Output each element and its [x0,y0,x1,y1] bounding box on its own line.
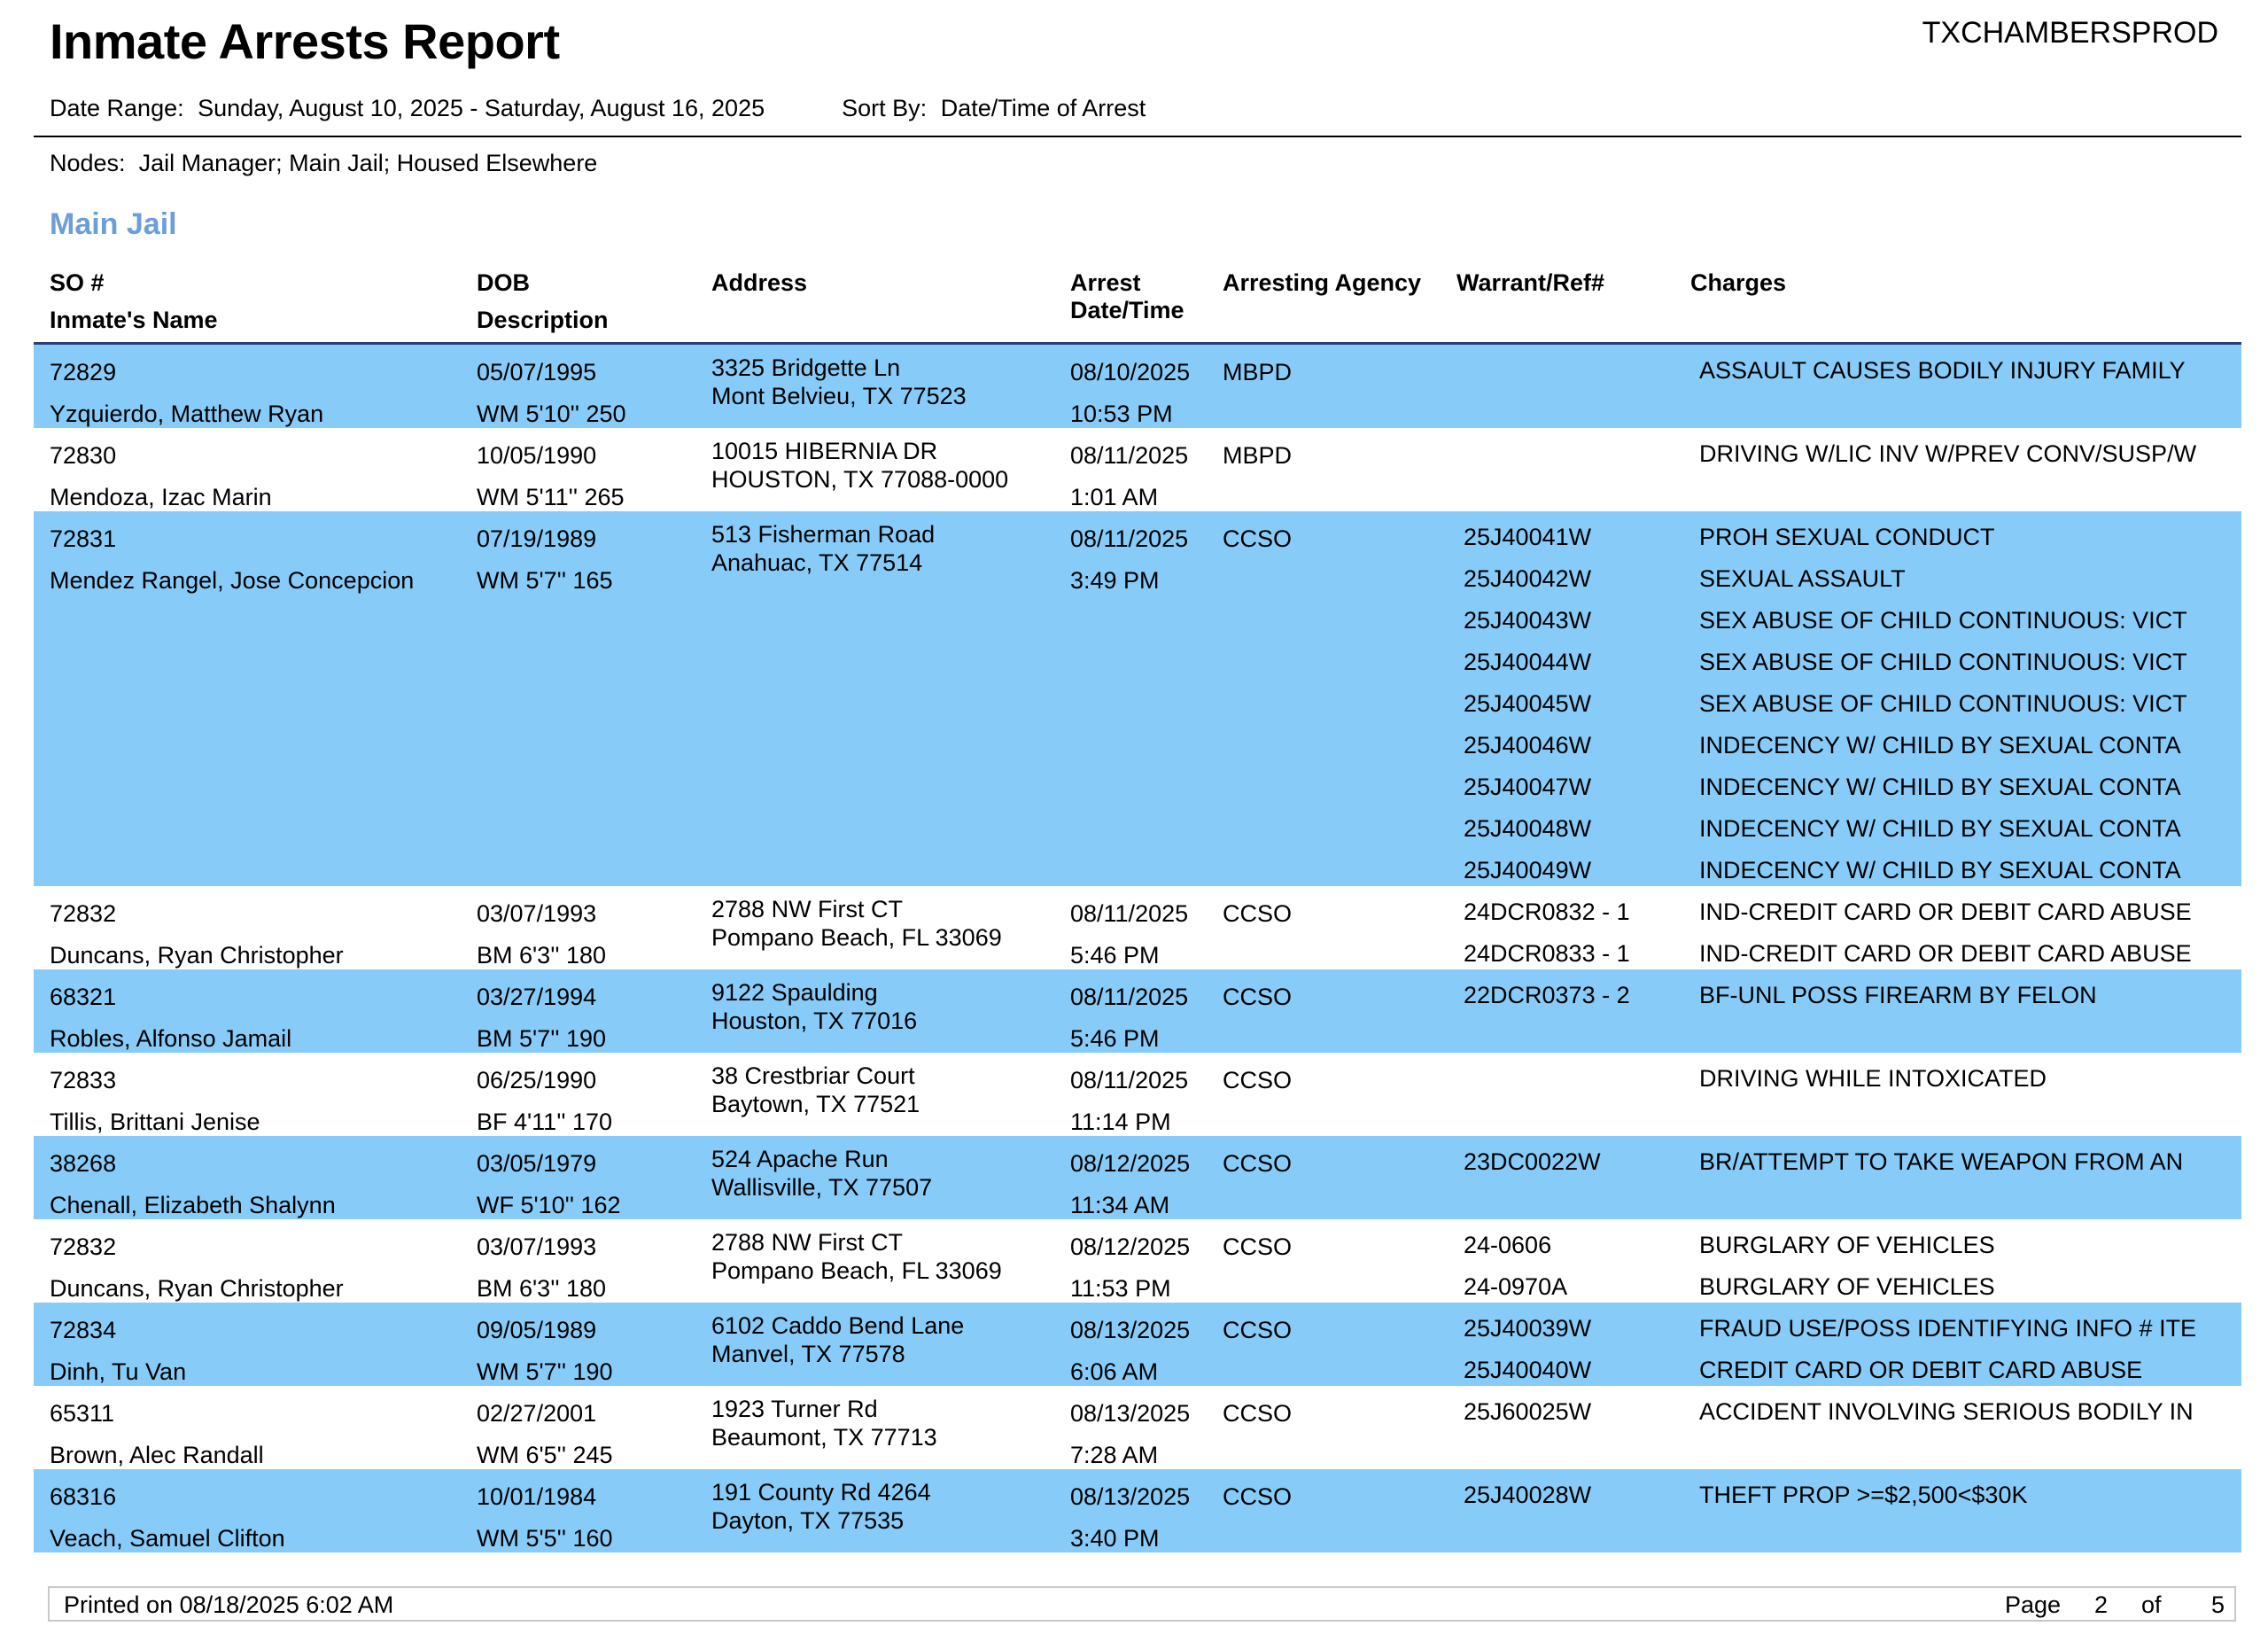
arresting-agency: CCSO [1223,1317,1293,1343]
dob: 10/05/1990 [477,442,597,469]
address-line: Anahuac, TX 77514 [711,549,923,576]
description: WF 5'10'' 162 [477,1192,621,1218]
inmate-name: Yzquierdo, Matthew Ryan [50,401,324,427]
warrant-ref: 24DCR0833 - 1 [1464,940,1630,967]
warrant-ref: 25J40046W [1464,732,1592,759]
page-total: 5 [2211,1591,2225,1618]
so-number: 38268 [50,1150,117,1177]
inmate-name: Tillis, Brittani Jenise [50,1109,260,1135]
col-header-arrest: Arrest [1070,269,1141,296]
inmate-name: Brown, Alec Randall [50,1442,264,1468]
address-line: Houston, TX 77016 [711,1008,918,1034]
sort-by-value: Date/Time of Arrest [940,95,1146,121]
address-line: 6102 Caddo Bend Lane [711,1312,965,1339]
so-number: 72829 [50,359,117,385]
arrest-date: 08/11/2025 [1070,442,1189,469]
charge-list [1699,440,2240,481]
charge-list [1699,1231,2240,1303]
date-range-value: Sunday, August 10, 2025 - Saturday, August 16, 2025 [198,95,765,121]
charge-list [1699,356,2240,398]
arrest-date: 08/12/2025 [1070,1150,1191,1177]
arrest-date: 08/13/2025 [1070,1400,1191,1427]
so-number: 72831 [50,525,117,552]
warrant-ref: 25J40044W [1464,649,1592,675]
arresting-agency: CCSO [1223,1150,1293,1177]
nodes-value: Jail Manager; Main Jail; Housed Elsewhere [138,150,598,176]
warrant-ref: 25J40039W [1464,1315,1592,1342]
description: BM 6'3'' 180 [477,1275,607,1302]
address-line: 513 Fisherman Road [711,521,936,548]
warrant-ref: 25J40040W [1464,1357,1592,1383]
warrant-ref: 25J40028W [1464,1482,1592,1508]
arrest-time: 7:28 AM [1070,1442,1159,1468]
address-line: Wallisville, TX 77507 [711,1174,933,1201]
charge: DRIVING W/LIC INV W/PREV CONV/SUSP/W [1699,440,2197,467]
so-number: 72834 [50,1317,117,1343]
warrant-ref [1464,356,1676,398]
page-label: Page [2005,1591,2062,1618]
table-row [34,511,2241,886]
charge-list [1699,1314,2240,1386]
so-number: 72830 [50,442,117,469]
warrant-list [1464,1231,1676,1303]
charge: IND-CREDIT CARD OR DEBIT CARD ABUSE [1699,899,2192,925]
dob: 06/25/1990 [477,1067,597,1093]
arrest-time: 11:34 AM [1070,1192,1170,1218]
of-label: of [2141,1591,2162,1618]
address [711,354,967,410]
address [711,437,1008,494]
address-line: 38 Crestbriar Court [711,1062,915,1089]
warrant-list [1464,356,1676,398]
warrant-list [1464,1314,1676,1386]
warrant-ref: 23DC0022W [1464,1148,1601,1175]
address-line: 10015 HIBERNIA DR [711,438,938,464]
warrant-list [1464,1148,1676,1189]
address-line: Pompano Beach, FL 33069 [711,1257,1002,1284]
address-line: 191 County Rd 4264 [711,1479,931,1506]
arrest-date: 08/13/2025 [1070,1317,1191,1343]
description: BM 5'7'' 190 [477,1025,607,1052]
address-line: 3325 Bridgette Ln [711,354,901,381]
inmate-name: Dinh, Tu Van [50,1358,187,1385]
charge: BR/ATTEMPT TO TAKE WEAPON FROM AN [1699,1148,2184,1175]
warrant-list [1464,1397,1676,1439]
charge: SEX ABUSE OF CHILD CONTINUOUS: VICT [1699,690,2187,717]
warrant-list [1464,898,1676,969]
nodes-line [50,150,597,177]
arrest-time: 5:46 PM [1070,1025,1160,1052]
charge: FRAUD USE/POSS IDENTIFYING INFO # ITE [1699,1315,2197,1342]
so-number: 72833 [50,1067,117,1093]
col-header-description: Description [477,307,609,333]
arresting-agency: CCSO [1223,1400,1293,1427]
charge: DRIVING WHILE INTOXICATED [1699,1065,2047,1092]
address-line: 9122 Spaulding [711,979,878,1006]
arrest-time: 5:46 PM [1070,942,1160,969]
table-row [34,886,2241,969]
arrest-time: 11:53 PM [1070,1275,1171,1302]
section-title: Main Jail [50,207,177,241]
charge: SEX ABUSE OF CHILD CONTINUOUS: VICT [1699,649,2187,675]
address [711,1395,937,1451]
arrest-time: 10:53 PM [1070,401,1173,427]
nodes-label: Nodes: [50,150,126,176]
page-number: 2 [2094,1591,2109,1618]
printed-on: Printed on 08/18/2025 6:02 AM [64,1591,394,1618]
warrant-list [1464,981,1676,1023]
col-header-dob: DOB [477,269,530,296]
charge: BURGLARY OF VEHICLES [1699,1273,1995,1300]
address-line: 2788 NW First CT [711,896,904,922]
address [711,1145,932,1202]
inmate-name: Robles, Alfonso Jamail [50,1025,292,1052]
arresting-agency: CCSO [1223,900,1293,927]
sort-by-label: Sort By: [842,95,928,121]
address [711,1311,964,1368]
arrest-time: 6:06 AM [1070,1358,1159,1385]
description: WM 6'5'' 245 [477,1442,613,1468]
table-row [34,345,2241,428]
address-line: 1923 Turner Rd [711,1396,878,1422]
table-row [34,1469,2241,1552]
col-header-arrest-datetime: Date/Time [1070,297,1184,323]
table-row [34,1386,2241,1469]
warrant-list [1464,523,1676,886]
arrest-time: 1:01 AM [1070,484,1159,510]
warrant-ref: 22DCR0373 - 2 [1464,982,1630,1008]
inmate-name: Mendoza, Izac Marin [50,484,272,510]
charge-list [1699,1481,2240,1522]
col-header-warrant: Warrant/Ref# [1456,269,1605,296]
warrant-ref [1464,440,1676,481]
arresting-agency: MBPD [1223,359,1293,385]
arrest-date: 08/11/2025 [1070,984,1189,1010]
table-row [34,969,2241,1053]
warrant-list [1464,1064,1676,1106]
inmate-name: Mendez Rangel, Jose Concepcion [50,567,415,594]
arresting-agency: CCSO [1223,984,1293,1010]
dob: 03/05/1979 [477,1150,597,1177]
dob: 03/07/1993 [477,1233,597,1260]
address-line: 524 Apache Run [711,1146,889,1172]
address-line: 2788 NW First CT [711,1229,904,1256]
inmate-name: Duncans, Ryan Christopher [50,942,344,969]
address [711,1478,931,1535]
table-row [34,1136,2241,1219]
description: WM 5'7'' 190 [477,1358,613,1385]
inmate-name: Chenall, Elizabeth Shalynn [50,1192,336,1218]
arrest-date: 08/11/2025 [1070,1067,1189,1093]
charge: BURGLARY OF VEHICLES [1699,1232,1995,1258]
warrant-ref: 24DCR0832 - 1 [1464,899,1630,925]
table-row [34,1303,2241,1386]
system-name: TXCHAMBERSPROD [1922,16,2218,50]
arrest-time: 11:14 PM [1070,1109,1171,1135]
arrest-time: 3:49 PM [1070,567,1160,594]
warrant-ref [1464,1064,1676,1106]
col-header-agency: Arresting Agency [1223,269,1422,296]
so-number: 72832 [50,900,117,927]
arrest-date: 08/10/2025 [1070,359,1191,385]
description: WM 5'5'' 160 [477,1525,613,1552]
inmate-name: Veach, Samuel Clifton [50,1525,285,1552]
table-row [34,428,2241,511]
description: WM 5'7'' 165 [477,567,613,594]
address-line: Baytown, TX 77521 [711,1091,920,1117]
so-number: 72832 [50,1233,117,1260]
charge: PROH SEXUAL CONDUCT [1699,524,1995,550]
description: BF 4'11'' 170 [477,1109,613,1135]
arrest-time: 3:40 PM [1070,1525,1160,1552]
address-line: HOUSTON, TX 77088-0000 [711,466,1009,493]
charge-list [1699,523,2240,886]
warrant-ref: 25J40042W [1464,565,1592,592]
warrant-ref: 25J40045W [1464,690,1592,717]
dob: 02/27/2001 [477,1400,597,1427]
warrant-ref: 25J40048W [1464,815,1592,842]
so-number: 68321 [50,984,117,1010]
arresting-agency: CCSO [1223,525,1293,552]
address [711,1062,920,1118]
charge: IND-CREDIT CARD OR DEBIT CARD ABUSE [1699,940,2192,967]
col-header-address: Address [711,269,808,296]
charge: ASSAULT CAUSES BODILY INJURY FAMILY [1699,357,2186,384]
address [711,978,917,1035]
table-row [34,1053,2241,1136]
dob: 07/19/1989 [477,525,597,552]
charge-list [1699,981,2240,1023]
col-header-name: Inmate's Name [50,307,218,333]
dob: 10/01/1984 [477,1483,597,1510]
charge: THEFT PROP >=$2,500<$30K [1699,1482,2028,1508]
warrant-ref: 25J40041W [1464,524,1592,550]
charge-list [1699,898,2240,969]
page-footer [48,1586,2236,1622]
warrant-ref: 25J40049W [1464,857,1592,883]
warrant-ref: 25J40047W [1464,774,1592,800]
report-meta [50,95,1153,122]
so-number: 65311 [50,1400,115,1427]
arresting-agency: CCSO [1223,1483,1293,1510]
col-header-so: SO # [50,269,105,296]
dob: 03/07/1993 [477,900,597,927]
address [711,520,935,577]
charge: INDECENCY W/ CHILD BY SEXUAL CONTA [1699,815,2181,842]
charge: CREDIT CARD OR DEBIT CARD ABUSE [1699,1357,2143,1383]
address-line: Dayton, TX 77535 [711,1507,905,1534]
arresting-agency: MBPD [1223,442,1293,469]
charge: INDECENCY W/ CHILD BY SEXUAL CONTA [1699,732,2181,759]
arrest-date: 08/13/2025 [1070,1483,1191,1510]
warrant-ref: 25J60025W [1464,1398,1592,1425]
arrest-records [34,345,2241,1552]
warrant-list [1464,1481,1676,1522]
charge: BF-UNL POSS FIREARM BY FELON [1699,982,2097,1008]
address-line: Manvel, TX 77578 [711,1341,905,1367]
warrant-ref: 24-0606 [1464,1232,1552,1258]
description: BM 6'3'' 180 [477,942,607,969]
address-line: Mont Belvieu, TX 77523 [711,383,967,409]
inmate-name: Duncans, Ryan Christopher [50,1275,344,1302]
date-range-label: Date Range: [50,95,184,121]
arrest-date: 08/11/2025 [1070,900,1189,927]
arrest-date: 08/11/2025 [1070,525,1189,552]
table-row [34,1219,2241,1303]
charge: INDECENCY W/ CHILD BY SEXUAL CONTA [1699,857,2181,883]
charge-list [1699,1397,2240,1439]
charge: INDECENCY W/ CHILD BY SEXUAL CONTA [1699,774,2181,800]
warrant-ref: 25J40043W [1464,607,1592,634]
address [711,895,1002,952]
col-header-charges: Charges [1690,269,1787,296]
charge: SEXUAL ASSAULT [1699,565,1906,592]
dob: 05/07/1995 [477,359,597,385]
charge: SEX ABUSE OF CHILD CONTINUOUS: VICT [1699,607,2187,634]
charge: ACCIDENT INVOLVING SERIOUS BODILY IN [1699,1398,2194,1425]
report-title: Inmate Arrests Report [50,13,560,69]
arrest-date: 08/12/2025 [1070,1233,1191,1260]
charge-list [1699,1148,2240,1189]
address-line: Pompano Beach, FL 33069 [711,924,1002,951]
header-divider [34,136,2241,137]
dob: 03/27/1994 [477,984,597,1010]
arresting-agency: CCSO [1223,1067,1293,1093]
charge-list [1699,1064,2240,1106]
description: WM 5'10'' 250 [477,401,626,427]
dob: 09/05/1989 [477,1317,597,1343]
warrant-ref: 24-0970A [1464,1273,1568,1300]
address-line: Beaumont, TX 77713 [711,1424,937,1451]
address [711,1228,1002,1285]
description: WM 5'11'' 265 [477,484,625,510]
warrant-list [1464,440,1676,481]
arresting-agency: CCSO [1223,1233,1293,1260]
so-number: 68316 [50,1483,117,1510]
